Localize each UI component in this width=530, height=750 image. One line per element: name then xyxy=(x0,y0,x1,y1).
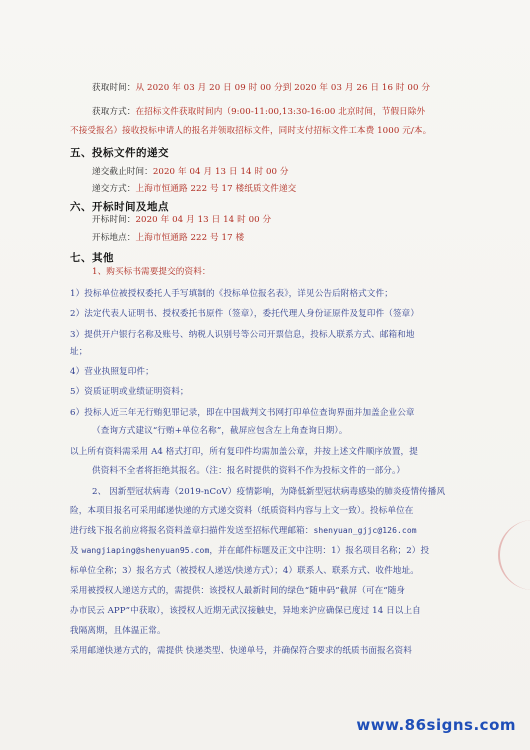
para-8a: 以上所有资料需采用 A4 格式打印，所有复印件均需加盖公章，并按上述文件顺序放置，提 xyxy=(70,447,418,457)
para-q9: 采用邮递快递方式的，需提供 快递类型、快递单号，并确保符合要求的纸质书面报名资料 xyxy=(70,646,412,656)
para-q5: 标单位全称；3）报名方式（被授权人递送/快递方式）；4）联系人、联系方式、收件地址。 xyxy=(70,566,419,576)
submit-method-line xyxy=(92,183,296,195)
label: 获取时间： xyxy=(92,83,136,93)
open-time-line xyxy=(92,214,271,226)
label: 递交截止时间： xyxy=(92,167,153,177)
value: 上海市恒通路 222 号 17 楼 xyxy=(135,233,245,243)
para-8b: 供资料不全者将拒绝其报名。（注：报名时提供的资料不作为投标文件的一部分。） xyxy=(92,466,406,476)
value: 上海市恒通路 222 号 17 楼纸质文件递交 xyxy=(135,184,297,194)
section-5-heading: 五、投标文件的递交 xyxy=(70,147,169,159)
para-q2: 险，本项目报名可采用邮递快递的方式递交资料（纸质资料内容与上文一致）。投标单位在 xyxy=(70,506,414,516)
acquire-time-line xyxy=(92,82,430,94)
section-7-heading: 七、其他 xyxy=(70,252,114,264)
submit-deadline-line xyxy=(92,166,289,178)
text: 及 xyxy=(70,546,82,556)
para-3: 2）法定代表人证明书、授权委托书原件（签章），委托代理人身份证原件及复印件（签章） xyxy=(70,309,420,319)
email-link-2[interactable]: wangjiaping@shenyuan95.com xyxy=(81,546,210,555)
para-7b: （查询方式建议“行贿+单位名称”，截屏应包含左上角查询日期）。 xyxy=(92,426,348,436)
para-q3 xyxy=(70,525,417,537)
label: 开标时间： xyxy=(92,215,136,225)
label: 递交方式： xyxy=(92,184,136,194)
para-q1: 2、 因新型冠状病毒（2019-nCoV）疫情影响，为降低新型冠状病毒感染的肺炎疫情传播风 xyxy=(92,487,446,497)
acquire-method-line-2: 不接受报名）接收投标申请人的报名并领取招标文件，同时支付招标文件工本费 1000 元/本。 xyxy=(70,126,432,136)
email-link-1[interactable]: shenyuan_gjjc@126.com xyxy=(313,526,417,535)
value: 从 2020 年 03 月 20 日 09 时 00 分到 2020 年 03 月 26 日 16 时 00 分 xyxy=(135,83,431,93)
open-place-line xyxy=(92,232,244,244)
para-4b: 址； xyxy=(70,347,88,357)
label: 获取方式： xyxy=(92,107,136,117)
section-6-heading: 六、开标时间及地点 xyxy=(70,201,169,213)
value: 在招标文件获取时间内（9:00-11:00,13:30-16:00 北京时间，节假日除外 xyxy=(135,107,426,117)
para-6: 5）资质证明或业绩证明资料； xyxy=(70,387,189,397)
value: 2020 年 04 月 13 日 14 时 00 分 xyxy=(152,167,289,177)
label: 开标地点： xyxy=(92,233,136,243)
para-4a: 3）提供开户银行名称及账号、纳税人识别号等公司开票信息，投标人联系方式、邮箱和地 xyxy=(70,330,415,340)
para-1: 1、购买标书需要提交的资料： xyxy=(92,267,211,277)
stamp-edge xyxy=(498,520,530,590)
para-q8: 我隔离期，且体温正常。 xyxy=(70,626,166,636)
para-q4 xyxy=(70,545,429,557)
text: 进行线下报名前应将报名资料盖章扫描件发送至招标代理邮箱： xyxy=(70,526,314,536)
para-5: 4）营业执照复印件； xyxy=(70,367,154,377)
value: 2020 年 04 月 13 日 14 时 00 分 xyxy=(135,215,272,225)
para-q7: 办市民云 APP”中获取），该授权人近期无武汉接触史，异地来沪应确保已度过 14 日以上自 xyxy=(70,606,421,616)
watermark: www.86signs.com xyxy=(356,716,516,734)
para-2: 1）投标单位被授权委托人手写填制的《投标单位报名表》，详见公告后附格式文件； xyxy=(70,289,393,299)
para-q6: 采用被授权人递送方式的，需提供：该授权人最新时间的绿色“随申码”截屏（可在“随身 xyxy=(70,586,406,596)
acquire-method-line xyxy=(92,106,425,118)
text: ，并在邮件标题及正文中注明：1）报名项目名称；2）投 xyxy=(209,546,430,556)
para-7a: 6）投标人近三年无行贿犯罪记录，即在中国裁判文书网打印单位查询界面并加盖企业公章 xyxy=(70,408,415,418)
